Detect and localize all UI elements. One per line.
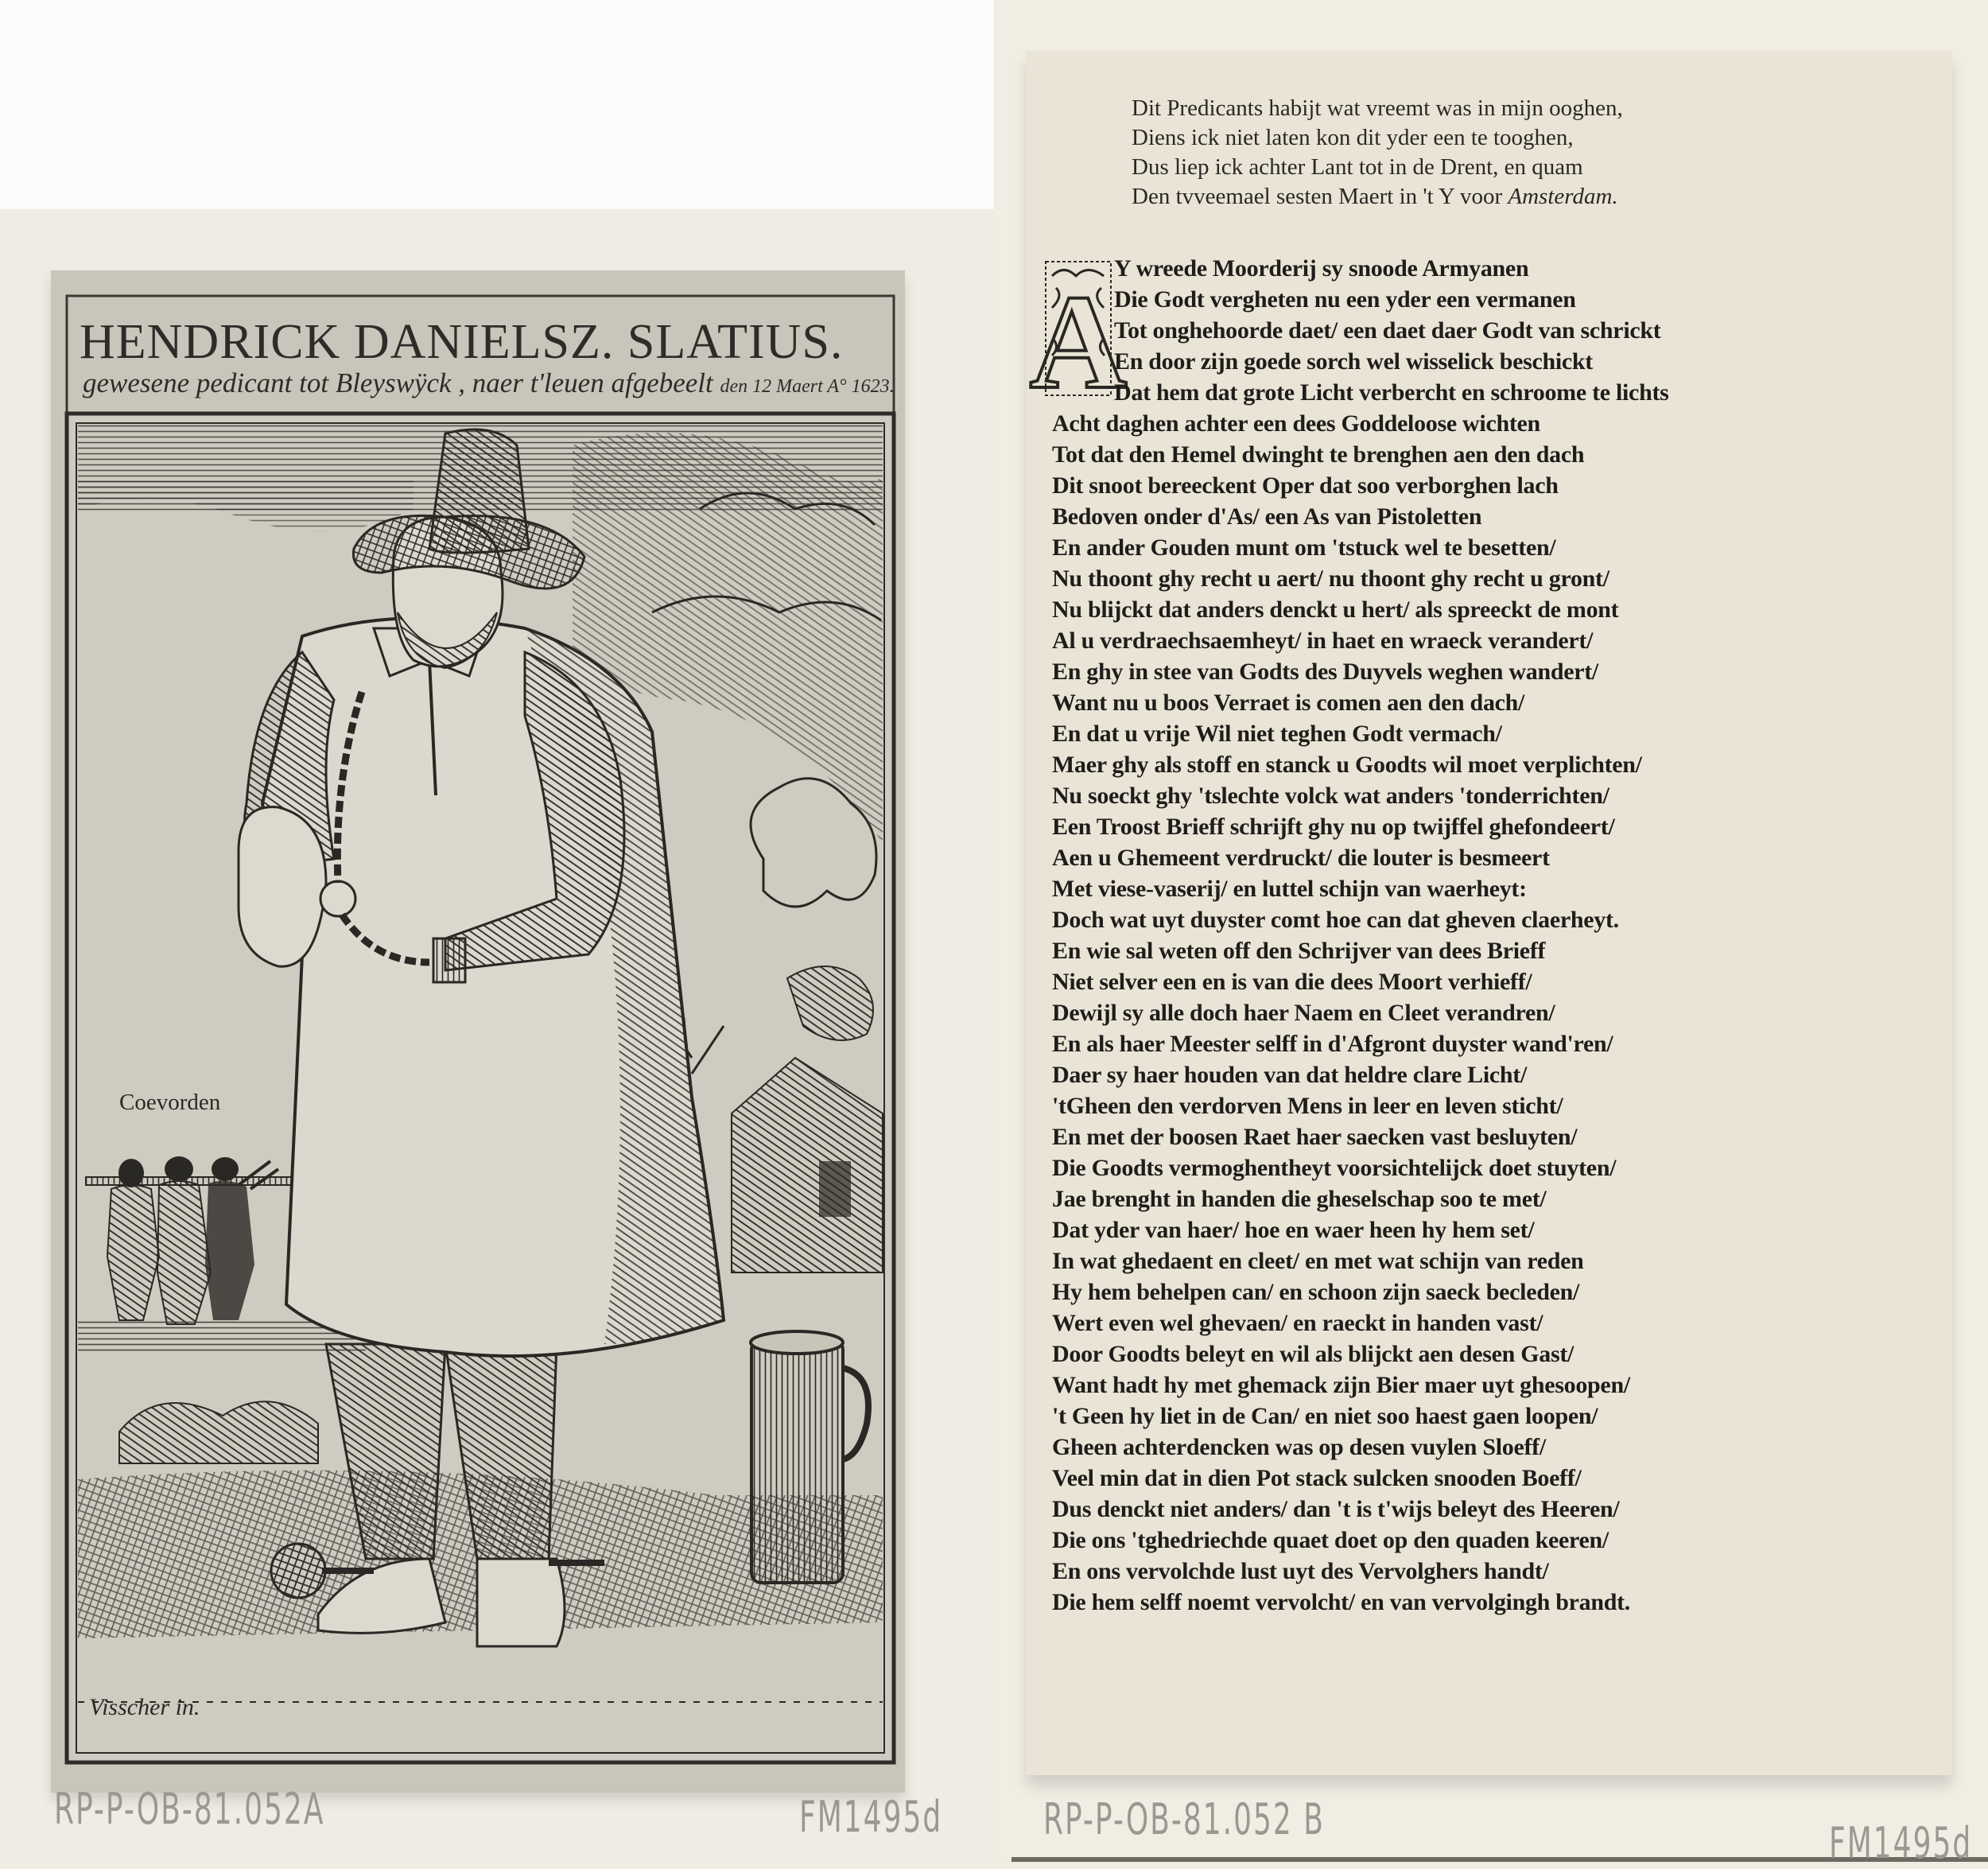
- inventory-number-left: RP-P-OB-81.052A: [54, 1785, 325, 1835]
- poem-line: 't Geen hy liet in de Can/ en niet soo haest gaen loopen/: [1052, 1403, 1598, 1429]
- svg-text:A: A: [1029, 267, 1128, 417]
- poem-line: Jae brenght in handen die gheselschap soo te met/: [1052, 1186, 1547, 1212]
- poem-line: Tot dat den Hemel dwinght te brenghen aen den dach: [1052, 441, 1585, 468]
- poem-line: Want nu u boos Verraet is comen aen den dach/: [1052, 690, 1525, 716]
- poem-line: Veel min dat in dien Pot stack sulcken snooden Boeff/: [1052, 1465, 1582, 1491]
- poem-text: [1052, 253, 1669, 1618]
- intro-last-italic: Amsterdam.: [1508, 184, 1618, 209]
- poem-line: Die ons 'tghedriechde quaet doet op den quaden keeren/: [1052, 1527, 1609, 1553]
- poem-line: Maer ghy als stoff en stanck u Goodts wil moet verplichten/: [1052, 752, 1642, 778]
- poem-line: Een Troost Brieff schrijft ghy nu op twijffel ghefondeert/: [1052, 814, 1615, 840]
- print-subtitle-date: den 12 Maert A° 1623.: [720, 376, 895, 397]
- poem-line: Aen u Ghemeent verdruckt/ die louter is besmeert: [1052, 845, 1550, 871]
- poem-line: En ons vervolchde lust uyt des Vervolghers handt/: [1052, 1558, 1549, 1584]
- intro-line: Dit Predicants habijt wat vreemt was in mijn ooghen,: [1132, 95, 1623, 121]
- poem-line: In wat ghedaent en cleet/ en met wat schijn van reden: [1052, 1248, 1584, 1274]
- poem-line: Gheen achterdencken was op desen vuylen Sloeff/: [1052, 1434, 1546, 1460]
- intro-last-line: Den tvveemael sesten Maert in 't Y voor: [1132, 184, 1503, 209]
- poem-line: Niet selver een en is van die dees Moort verhieff/: [1052, 969, 1532, 995]
- intro-verse: [1132, 94, 1623, 212]
- poem-line: Daer sy haer houden van dat heldre clare Licht/: [1052, 1062, 1528, 1088]
- poem-line: Die Godt vergheten nu een yder een vermanen: [1114, 286, 1576, 313]
- poem-line: Nu soeckt ghy 'tslechte volck wat anders 'tonderrichten/: [1052, 783, 1609, 809]
- poem-line: En als haer Meester selff in d'Afgront duyster wand'ren/: [1052, 1031, 1613, 1057]
- poem-line: Nu blijckt dat anders denckt u hert/ als spreeckt de mont: [1052, 596, 1619, 623]
- place-label-coevorden: Coevorden: [119, 1090, 221, 1115]
- poem-line: Dus denckt niet anders/ dan 't is t'wijs beleyt des Heeren/: [1052, 1496, 1620, 1522]
- poem-line: En wie sal weten off den Schrijver van dees Brieff: [1052, 938, 1546, 964]
- print-subtitle: [83, 367, 895, 399]
- poem-line: Bedoven onder d'As/ een As van Pistoletten: [1052, 503, 1482, 530]
- intro-line: Diens ick niet laten kon dit yder een te tooghen,: [1132, 125, 1574, 150]
- poem-line: Al u verdraechsaemheyt/ in haet en wraeck verandert/: [1052, 628, 1594, 654]
- intro-line: [1132, 182, 1623, 212]
- pencil-note-right: FM1495d: [1829, 1820, 1973, 1869]
- poem-line: Door Goodts beleyt en wil als blijckt aen desen Gast/: [1052, 1341, 1574, 1367]
- poem-line: Dat hem dat grote Licht verbercht en schroome te lichts: [1114, 379, 1669, 406]
- poem-line: Dat yder van haer/ hoe en waer heen hy hem set/: [1052, 1217, 1535, 1243]
- poem-line: Tot onghehoorde daet/ een daet daer Godt van schrickt: [1114, 317, 1661, 344]
- poem-line: Hy hem behelpen can/ en schoon zijn saeck becleden/: [1052, 1279, 1580, 1305]
- poem-line: En door zijn goede sorch wel wisselick beschickt: [1114, 348, 1593, 375]
- print-title: HENDRICK DANIELSZ. SLATIUS.: [80, 315, 844, 369]
- poem-line: Doch wat uyt duyster comt hoe can dat gheven claerheyt.: [1052, 907, 1619, 933]
- poem-line: Die Goodts vermoghentheyt voorsichtelijck doet stuyten/: [1052, 1155, 1617, 1181]
- poem-line: Dit snoot bereeckent Oper dat soo verborghen lach: [1052, 472, 1559, 499]
- poem-line: 'tGheen den verdorven Mens in leer en leven sticht/: [1052, 1093, 1563, 1119]
- poem-line: Die hem selff noemt vervolcht/ en van vervolgingh brandt.: [1052, 1589, 1630, 1615]
- poem-line: En met der boosen Raet haer saecken vast besluyten/: [1052, 1124, 1578, 1150]
- poem-line: Dewijl sy alle doch haer Naem en Cleet verandren/: [1052, 1000, 1555, 1026]
- poem-line: Met viese-vaserij/ en luttel schijn van waerheyt:: [1052, 876, 1527, 902]
- engraver-signature: Visscher in.: [89, 1694, 200, 1720]
- inventory-number-right: RP-P-OB-81.052 B: [1043, 1796, 1325, 1845]
- print-subtitle-text: gewesene pedicant tot Bleyswÿck , naer t'leuen afgebeelt: [83, 367, 713, 398]
- poem-line: En ander Gouden munt om 'tstuck wel te besetten/: [1052, 534, 1556, 561]
- pencil-note-left: FM1495d: [799, 1793, 943, 1843]
- poem-line: En dat u vrije Wil niet teghen Godt vermach/: [1052, 721, 1502, 747]
- poem-line: En ghy in stee van Godts des Duyvels weghen wandert/: [1052, 659, 1598, 685]
- poem-line: Nu thoont ghy recht u aert/ nu thoont ghy recht u gront/: [1052, 565, 1609, 592]
- poem-line: Wert even wel ghevaen/ en raeckt in handen vast/: [1052, 1310, 1543, 1336]
- poem-line: Acht daghen achter een dees Goddeloose wichten: [1052, 410, 1540, 437]
- intro-line: Dus liep ick achter Lant tot in de Drent, en quam: [1132, 154, 1583, 180]
- poem-line: Y wreede Moorderij sy snoode Armyanen: [1114, 255, 1529, 282]
- poem-line: Want hadt hy met ghemack zijn Bier maer uyt ghesoopen/: [1052, 1372, 1630, 1398]
